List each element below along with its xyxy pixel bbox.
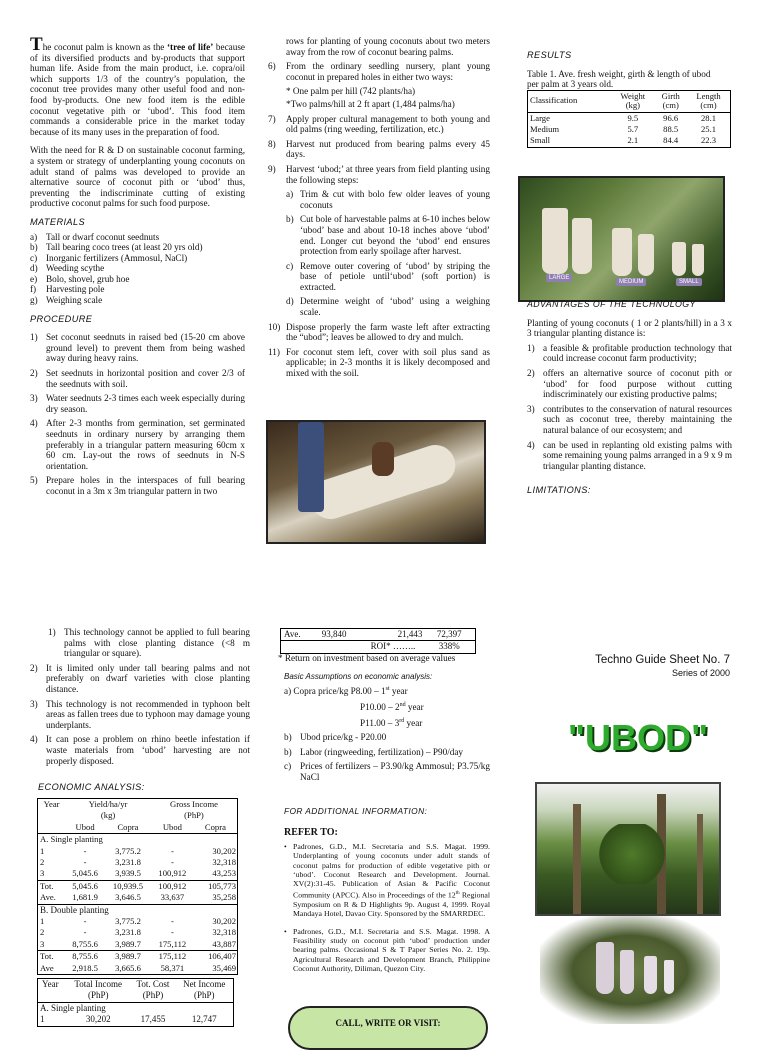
ubod-small <box>672 242 686 276</box>
table-row: ROI* …….. 338% <box>370 641 460 652</box>
roi-table <box>280 628 476 654</box>
palm-trunk <box>697 814 703 914</box>
sheet-number: Techno Guide Sheet No. 7 <box>595 654 730 666</box>
series-year: Series of 2000 <box>671 668 730 678</box>
ubod-medium-2 <box>638 234 654 276</box>
list-item: d) Determine weight of ‘ubod’ using a weighing scale. <box>286 296 490 318</box>
table-row: 3 8,755.6 3,989.7 175,112 43,887 <box>38 939 238 951</box>
procedure-continued-text: rows for planting of young coconuts about two meters away from the row of coconut bearing palms. <box>286 36 490 57</box>
label-medium: MEDIUM <box>616 278 646 286</box>
table-row: Tot. 8,755.6 3,989.7 175,112 106,407 <box>40 951 236 962</box>
assumptions-column <box>278 653 490 787</box>
ubod-piece <box>644 956 657 994</box>
table-row: 1 30,202 17,455 12,747 <box>40 1014 217 1025</box>
reference-1: • Padrones, G.D., M.I. Secretaria and S.S. Magat. 1999. Underplanting of young coconuts under adult stands of coconut palms for production of edible vegetative pith or ‘ubod’. Coconut Research and Development. Journal. XV(2):31-45. Publication of Asian & Pacific Coconut Community (APCC). Also in Proceedings of the 12th Regional Symposium on R & D Highlights 9p. August 4, 1999. Royal Mandaya Hotel, Davao City. Sponsored by the SMARRDEC. <box>284 841 490 919</box>
list-item: 1) a feasible & profitable production technology that could increase coconut farm productivity; <box>527 342 732 364</box>
leg <box>298 422 324 512</box>
list-item: d) Weeding scythe <box>30 263 105 274</box>
advantages-heading: ADVANTAGES OF THE TECHNOLOGY <box>527 299 696 309</box>
reference-2: • Padrones, G.D., M.I. Secretaria and S.S. Magat. 1998. A Feasibility study on coconut pith ‘ubod’ production under bearing palms. Occasional S & T Paper Series No. 2. 19p. Agricultural Research and Development Branch, Philippine Coconut Authority, Diliman, Quezon City. <box>284 926 490 974</box>
table-row: 2 - 3,231.8 - 32,318 <box>40 927 236 938</box>
list-item: 4) It can pose a problem on rhino beetle infestation if waste materials from ‘ubod’ harvesting are not properly disposed. <box>30 734 250 766</box>
list-item: 3) Water seednuts 2-3 times each week especially during dry season. <box>30 393 245 414</box>
planting-option-1: * One palm per hill (742 plants/ha) <box>286 86 416 97</box>
list-item: 9) Harvest ‘ubod;’ at three years from field planting using the following steps: <box>268 163 490 185</box>
limitations-list <box>30 627 250 766</box>
materials-heading: MATERIALS <box>30 216 85 227</box>
label-small: SMALL <box>676 278 702 286</box>
advantages-section <box>527 299 732 500</box>
ubod-large-2 <box>572 218 592 274</box>
list-item: 6) From the ordinary seedling nursery, plant young coconut in prepared holes in either two ways: <box>268 61 490 82</box>
table-row: Medium 5.7 88.5 25.1 <box>530 124 717 134</box>
list-item: f) Harvesting pole <box>30 284 105 295</box>
list-item: 2) offers an alternative source of coconut pith or ‘ubod’ for food purpose without cutting indiscriminately our existing productive palms; <box>527 367 732 400</box>
intro-paragraph-1: The coconut palm is known as the ‘tree of life’ because of its diversified products and by-products that support human life. Aside from the main product, i.e. copra/oil which supports 1/3 of the country’s population, the coconut tree provides many other useful food and non-food by-products. One new food item is the edible coconut vegetative pith or ‘ubod’. This food item commands a considerable price in the market today because of its many uses in the preparation of food. <box>30 34 245 137</box>
list-item: 1) Set coconut seednuts in raised bed (15-20 cm above ground level) to prevent them from being washed away during heavy rains. <box>30 332 245 364</box>
list-item: c) Remove outer covering of ‘ubod’ by striping the base of petiole until‘ubod’ (soft portion) is extracted. <box>286 260 490 292</box>
list-item: 2) It is limited only under tall bearing palms and not preferably on dwarf varieties with close planting distance. <box>30 662 250 694</box>
planting-option-2: *Two palms/hill at 2 ft apart (1,484 palms/ha) <box>286 98 455 109</box>
cover-leaf-fragment <box>758 638 768 657</box>
economic-table: Year Yield/ha/yr Gross Income (kg) (PhP) Ubod Copra Ubod Copra A. Single planting 1 - 3,775.2 - 30,202 2 - 3,231.8 - 32,318 3 5,045.6 3,939.5 100,912 43,253 Tot. 5,045.6 10,939.5 100,912 105,773 Ave. 1,681.9 3,646.5 33,637 35,258 B. Double planting 1 - 3,775.2 - 30,202 2 - 3,231.8 - 32,318 3 8,755.6 3,989.7 175,112 43,887 Tot. 8,755.6 3,989.7 175,112 106,407 Ave 2,918.5 3,665.6 58,371 35,469 <box>37 798 238 975</box>
procedure-list <box>30 332 245 496</box>
harvest-substeps <box>268 189 490 318</box>
additional-info-heading: FOR ADDITIONAL INFORMATION: <box>284 806 428 816</box>
ubod-medium <box>612 228 632 276</box>
hand <box>372 442 394 476</box>
drop-cap: T <box>30 34 43 55</box>
table-row: Ave 2,918.5 3,665.6 58,371 35,469 <box>40 962 236 973</box>
economic-analysis-heading: ECONOMIC ANALYSIS: <box>38 782 145 792</box>
list-item: a) Trim & cut with bolo few older leaves of young coconuts <box>286 189 490 210</box>
ubod-vignette-photo <box>540 916 720 1024</box>
list-item: b) Tall bearing coco trees (at least 20 yrs old) <box>30 242 203 253</box>
cover-title: "UBOD" <box>567 717 709 758</box>
table-row: Ave. 93,840 21,443 72,397 <box>281 629 476 641</box>
list-item: c) Inorganic fertilizers (Ammosul, NaCl) <box>30 252 188 263</box>
copra-price-3: P11.00 – 3rd year <box>360 717 423 728</box>
table-row: 2 - 3,231.8 - 32,318 <box>40 857 236 868</box>
roi-note: * Return on investment based on average values <box>278 653 456 663</box>
table-row: Small 2.1 84.4 22.3 <box>530 135 717 146</box>
list-item: 11) For coconut stem left, cover with soil plus sand as applicable; in 2-3 months it is likely decomposed and mixed with the soil. <box>268 346 490 379</box>
list-item: 4) can be used in replanting old existing palms with some remaining young palms arranged in a 9 x 9 m triangular planting distance. <box>527 439 732 471</box>
table1-caption: Table 1. Ave. fresh weight, girth & length of ubod per palm at 3 years old. <box>527 68 711 90</box>
list-item: 2) Set seednuts in horizontal position and cover 2/3 of the seednuts with soil. <box>30 368 245 389</box>
list-item: b) Labor (ringweeding, fertilization) – P90/day <box>284 746 464 757</box>
copra-price-1: a) Copra price/kg P8.00 – 1st year <box>284 686 408 697</box>
ubod-sizes-photo <box>518 176 725 302</box>
net-income-table: Year Total Income Tot. Cost Net Income (PhP) (PhP) (PhP) A. Single planting 1 30,202 17,455 12,747 <box>37 978 234 1027</box>
list-item: c) Prices of fertilizers – P3.90/kg Ammosul; P3.75/kg NaCl <box>284 761 490 782</box>
ubod-piece <box>664 960 674 994</box>
list-item: a) Tall or dwarf coconut seednuts <box>30 231 160 242</box>
assumptions-heading: Basic Assumptions on economic analysis: <box>284 671 433 681</box>
palm-fronds <box>597 824 667 884</box>
table-row: Ave. 1,681.9 3,646.5 33,637 35,258 <box>38 892 238 904</box>
list-item: 10) Dispose properly the farm waste left after extracting the “ubod”; leaves be allowed to dry and mulch. <box>268 321 490 343</box>
ubod-piece <box>596 942 614 994</box>
list-item: e) Bolo, shovel, grub hoe <box>30 273 130 284</box>
table-row: Tot. 5,045.6 10,939.5 100,912 105,773 <box>40 880 236 891</box>
coconut-grove-photo <box>535 782 721 916</box>
table-row: 1 - 3,775.2 - 30,202 <box>40 845 236 856</box>
ubod-small-2 <box>692 244 704 276</box>
list-item: 5) Prepare holes in the interspaces of full bearing coconut in a 3m x 3m triangular pattern in two <box>30 475 245 496</box>
list-item: 4) After 2-3 months from germination, set germinated seednuts in ordinary nursery by arranging them preferably in a triangular pattern measuring 60cm x 60 cm. Lay-out the rows of seednuts in N-S orientation. <box>30 418 245 471</box>
results-heading: RESULTS <box>527 50 572 60</box>
list-item: 3) This technology is not recommended in typhoon belt areas as fallen trees due to typhoon may damage young underplants. <box>30 698 250 730</box>
list-item: b) Ubod price/kg - P20.00 <box>284 732 387 743</box>
advantages-intro: Planting of young coconuts ( 1 or 2 plants/hill) in a 3 x 3 triangular planting distance is: <box>527 317 732 339</box>
procedure-heading: PROCEDURE <box>30 313 93 324</box>
label-large: LARGE <box>546 274 572 282</box>
procedure-continued-column <box>268 36 490 383</box>
list-item: g) Weighing scale <box>30 295 103 306</box>
limitations-column <box>30 627 250 770</box>
list-item: 1) This technology cannot be applied to full bearing palms with close planting distance (<8 m triangular or square). <box>48 627 250 659</box>
intro-paragraph-2: With the need for R & D on sustainable coconut farming, a system or strategy of underplanting young coconuts on adult stand of palms was developed to provide an alternative source of coconut pith or ‘ubod’ thus, preventing the indiscriminate cutting of existing productive coconut palms for such food purpose. <box>30 145 245 209</box>
list-item: 8) Harvest nut produced from bearing palms every 45 days. <box>268 138 490 160</box>
list-item: 7) Apply proper cultural management to both young and old palms (ring weeding, fertilization, etc.) <box>268 113 490 135</box>
list-item: b) Cut bole of harvestable palms at 6-10 inches below ‘ubod’ base and about 10-18 inches above ‘ubod’ end. Longer cut beyond the ‘ubod’ end ensures protection from early spoilage after harvest. <box>286 214 490 257</box>
ubod-piece <box>620 950 634 994</box>
table-row: 3 5,045.6 3,939.5 100,912 43,253 <box>38 868 238 880</box>
refer-to-heading: REFER TO: <box>284 827 338 839</box>
limitations-heading: LIMITATIONS: <box>527 485 591 496</box>
intro-column <box>30 34 245 501</box>
copra-price-2: P10.00 – 2nd year <box>360 701 424 712</box>
materials-list <box>30 232 245 306</box>
ubod-harvest-photo <box>266 420 486 544</box>
ubod-large <box>542 208 568 274</box>
palm-trunk <box>573 804 581 914</box>
table-row: Large 9.5 96.6 28.1 <box>530 112 717 123</box>
table-row: 1 - 3,775.2 - 30,202 <box>40 916 236 927</box>
results-column <box>527 50 732 148</box>
references-column <box>284 807 490 978</box>
contact-callout: CALL, WRITE OR VISIT: <box>288 1006 488 1050</box>
list-item: 3) contributes to the conservation of natural resources such as coconut tree, thereby maintaining the natural balance of our ecosystem; and <box>527 403 732 435</box>
table1: Classification Weight (kg) Girth (cm) Length (cm) Large 9.5 96.6 28.1 Medium 5.7 88.5 25.1 Small 2.1 84.4 22.3 <box>527 90 731 148</box>
advantages-list <box>527 343 732 472</box>
